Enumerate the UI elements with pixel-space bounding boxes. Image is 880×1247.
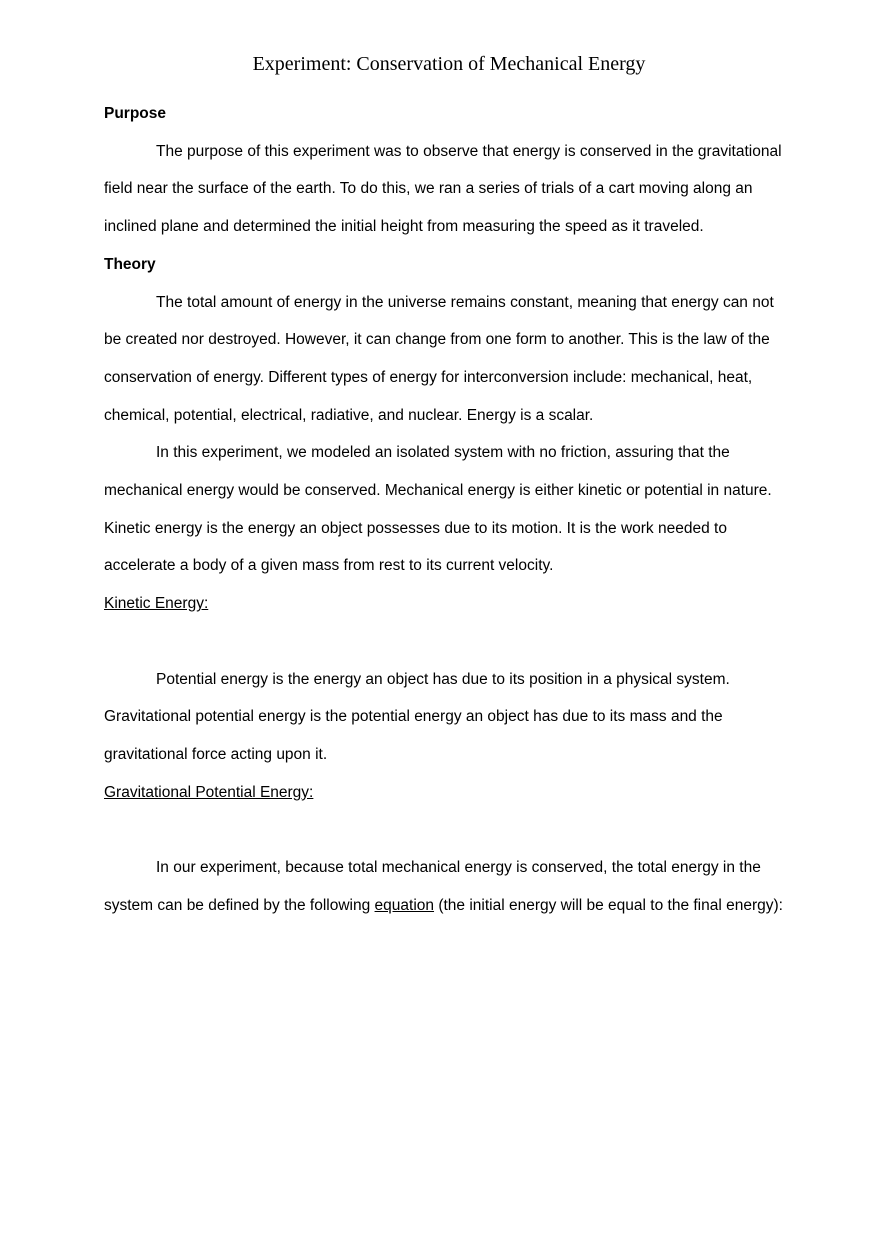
kinetic-energy-label: Kinetic Energy:: [104, 595, 209, 613]
final-paragraph-start: In our experiment, because total mechanical energy is conserved, the total energy in the system can be defined by the following: [104, 859, 761, 914]
equation-placeholder: [104, 623, 784, 661]
document-title: Experiment: Conservation of Mechanical Energy: [252, 53, 646, 75]
equation-link[interactable]: equation: [374, 896, 435, 914]
purpose-paragraph: The purpose of this experiment was to observe that energy is conserved in the gravitational field near the surface of the earth. To do this, we ran a series of trials of a cart moving along an inclined plane and determined the initial height from measuring the speed as it traveled.: [104, 142, 782, 236]
potential-paragraph: Potential energy is the energy an object has due to its position in a physical system. Gravitational potential energy is the potential energy an object has due to its mass and the gravitational force acting upon it.: [104, 670, 730, 763]
final-paragraph-end: (the initial energy will be equal to the final energy):: [434, 896, 783, 914]
theory-heading: Theory: [104, 255, 156, 273]
document-body: [104, 95, 784, 924]
purpose-heading: Purpose: [104, 105, 167, 122]
theory-paragraph-2: In this experiment, we modeled an isolated system with no friction, assuring that the mechanical energy would be conserved. Mechanical energy is either kinetic or potential in nature. Kinetic energy is the energy an object possesses due to its motion. It is the work needed to accelerate a body of a given mass from rest to its current velocity.: [104, 444, 772, 575]
gravitational-energy-label: Gravitational Potential Energy:: [104, 783, 314, 801]
final-paragraph: [104, 849, 784, 924]
equation-placeholder: [104, 811, 784, 849]
theory-paragraph-1: The total amount of energy in the universe remains constant, meaning that energy can not be created nor destroyed. However, it can change from one form to another. This is the law of the conservation of energy. Different types of energy for interconversion include: mechanical, heat, chemical, potential, electrical, radiative, and nuclear. Energy is a scalar.: [104, 293, 774, 424]
